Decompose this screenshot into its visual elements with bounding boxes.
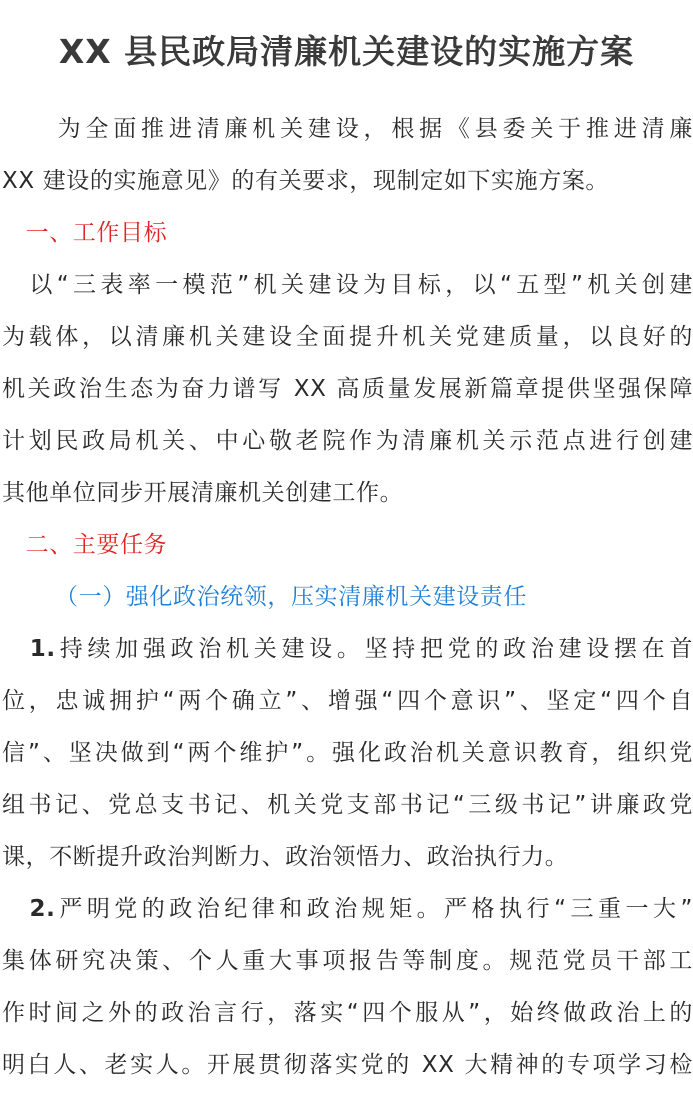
- paragraph-line: 课，不断提升政治判断力、政治领悟力、政治执行力。: [2, 844, 569, 870]
- paragraph-line: 明白人、老实人。开展贯彻落实党的 XX 大精神的专项学习检: [2, 1052, 693, 1078]
- list-item-first-line: [2, 883, 693, 935]
- list-item-first-line: [2, 623, 693, 675]
- section-heading-tasks: 二、主要任务: [2, 532, 168, 558]
- paragraph-line: 为载体，以清廉机关建设全面提升机关党建质量，以良好的: [2, 324, 693, 350]
- paragraph-line: 计划民政局机关、中心敬老院作为清廉机关示范点进行创建: [2, 428, 693, 454]
- paragraph-line: 信”、坚决做到“两个维护”。强化政治机关意识教育，组织党: [2, 740, 693, 766]
- paragraph-line: 组书记、党总支书记、机关党支部书记“三级书记”讲廉政党: [2, 792, 693, 818]
- item-text: 持续加强政治机关建设。坚持把党的政治建设摆在首: [55, 636, 693, 662]
- paragraph-line: XX 建设的实施意见》的有关要求，现制定如下实施方案。: [2, 168, 610, 194]
- document-title: XX 县民政局清廉机关建设的实施方案: [58, 32, 635, 71]
- paragraph-line: 其他单位同步开展清廉机关创建工作。: [2, 480, 404, 506]
- paragraph-line: 以“三表率一模范”机关建设为目标，以“五型”机关创建: [2, 272, 693, 298]
- paragraph-line: 作时间之外的政治言行，落实“四个服从”，始终做政治上的: [2, 1000, 693, 1026]
- paragraph-line: 位，忠诚拥护“两个确立”、增强“四个意识”、坚定“四个自: [2, 688, 693, 714]
- subsection-heading: （一）强化政治统领，压实清廉机关建设责任: [55, 584, 527, 610]
- paragraph-line: 机关政治生态为奋力谱写 XX 高质量发展新篇章提供坚强保障: [2, 376, 693, 402]
- paragraph-line: 集体研究决策、个人重大事项报告等制度。规范党员干部工: [2, 948, 693, 974]
- paragraph-line: 为全面推进清廉机关建设，根据《县委关于推进清廉: [2, 116, 693, 142]
- item-number: 2.: [2, 896, 56, 922]
- section-heading-goals: 一、工作目标: [2, 220, 168, 246]
- item-number: 1.: [2, 636, 56, 662]
- item-text: 严明党的政治纪律和政治规矩。严格执行“三重一大”: [55, 896, 693, 922]
